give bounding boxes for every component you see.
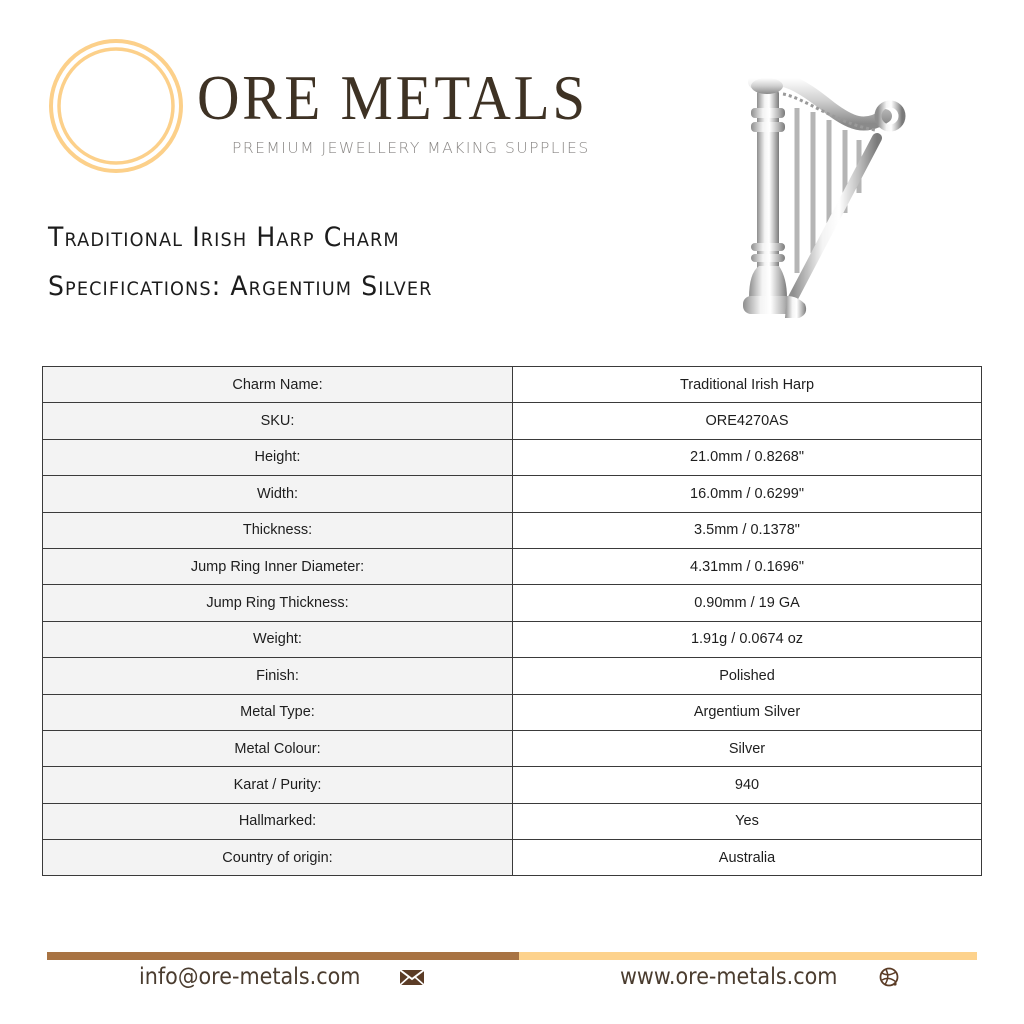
table-row — [43, 658, 982, 694]
spec-label: Finish: — [43, 658, 513, 694]
footer-email[interactable] — [139, 964, 425, 990]
spec-label: Hallmarked: — [43, 803, 513, 839]
email-text[interactable]: info@ore-metals.com — [139, 964, 361, 990]
spec-label: Metal Colour: — [43, 730, 513, 766]
table-row — [43, 548, 982, 584]
spec-label: Jump Ring Inner Diameter: — [43, 548, 513, 584]
spec-value: 940 — [513, 767, 982, 803]
table-row — [43, 403, 982, 439]
table-row — [43, 585, 982, 621]
spec-value: 21.0mm / 0.8268" — [513, 439, 982, 475]
spec-value: Traditional Irish Harp — [513, 367, 982, 403]
spec-label: Weight: — [43, 621, 513, 657]
spec-label: Metal Type: — [43, 694, 513, 730]
table-row — [43, 803, 982, 839]
spec-value: 16.0mm / 0.6299" — [513, 476, 982, 512]
table-row — [43, 767, 982, 803]
spec-value: Silver — [513, 730, 982, 766]
table-row — [43, 694, 982, 730]
table-row — [43, 840, 982, 876]
spec-label: Country of origin: — [43, 840, 513, 876]
spec-value: 3.5mm / 0.1378" — [513, 512, 982, 548]
spec-label: SKU: — [43, 403, 513, 439]
spec-label: Charm Name: — [43, 367, 513, 403]
spec-value: Polished — [513, 658, 982, 694]
table-row — [43, 439, 982, 475]
logo-rings-icon — [48, 38, 184, 174]
spec-value: 1.91g / 0.0674 oz — [513, 621, 982, 657]
spec-value: Yes — [513, 803, 982, 839]
website-text[interactable]: www.ore-metals.com — [620, 964, 838, 990]
table-row — [43, 512, 982, 548]
table-row — [43, 621, 982, 657]
globe-icon — [876, 966, 902, 988]
brand-tagline: PREMIUM JEWELLERY MAKING SUPPLIES — [232, 139, 590, 157]
table-row — [43, 367, 982, 403]
spec-label: Height: — [43, 439, 513, 475]
specifications-table — [42, 366, 982, 876]
brand-name: ORE METALS — [197, 62, 588, 133]
harp-charm-image — [735, 68, 910, 330]
table-row — [43, 730, 982, 766]
spec-label: Jump Ring Thickness: — [43, 585, 513, 621]
spec-label: Karat / Purity: — [43, 767, 513, 803]
spec-value: ORE4270AS — [513, 403, 982, 439]
table-row — [43, 476, 982, 512]
footer-divider-left — [47, 952, 519, 960]
product-title: Traditional Irish Harp Charm — [48, 222, 400, 253]
spec-value: 4.31mm / 0.1696" — [513, 548, 982, 584]
spec-value: Argentium Silver — [513, 694, 982, 730]
spec-label: Width: — [43, 476, 513, 512]
footer-website[interactable] — [620, 964, 902, 990]
footer-divider-right — [519, 952, 977, 960]
spec-value: Australia — [513, 840, 982, 876]
spec-label: Thickness: — [43, 512, 513, 548]
spec-value: 0.90mm / 19 GA — [513, 585, 982, 621]
envelope-icon — [399, 966, 425, 988]
specifications-subtitle: Specifications: Argentium Silver — [48, 271, 433, 302]
